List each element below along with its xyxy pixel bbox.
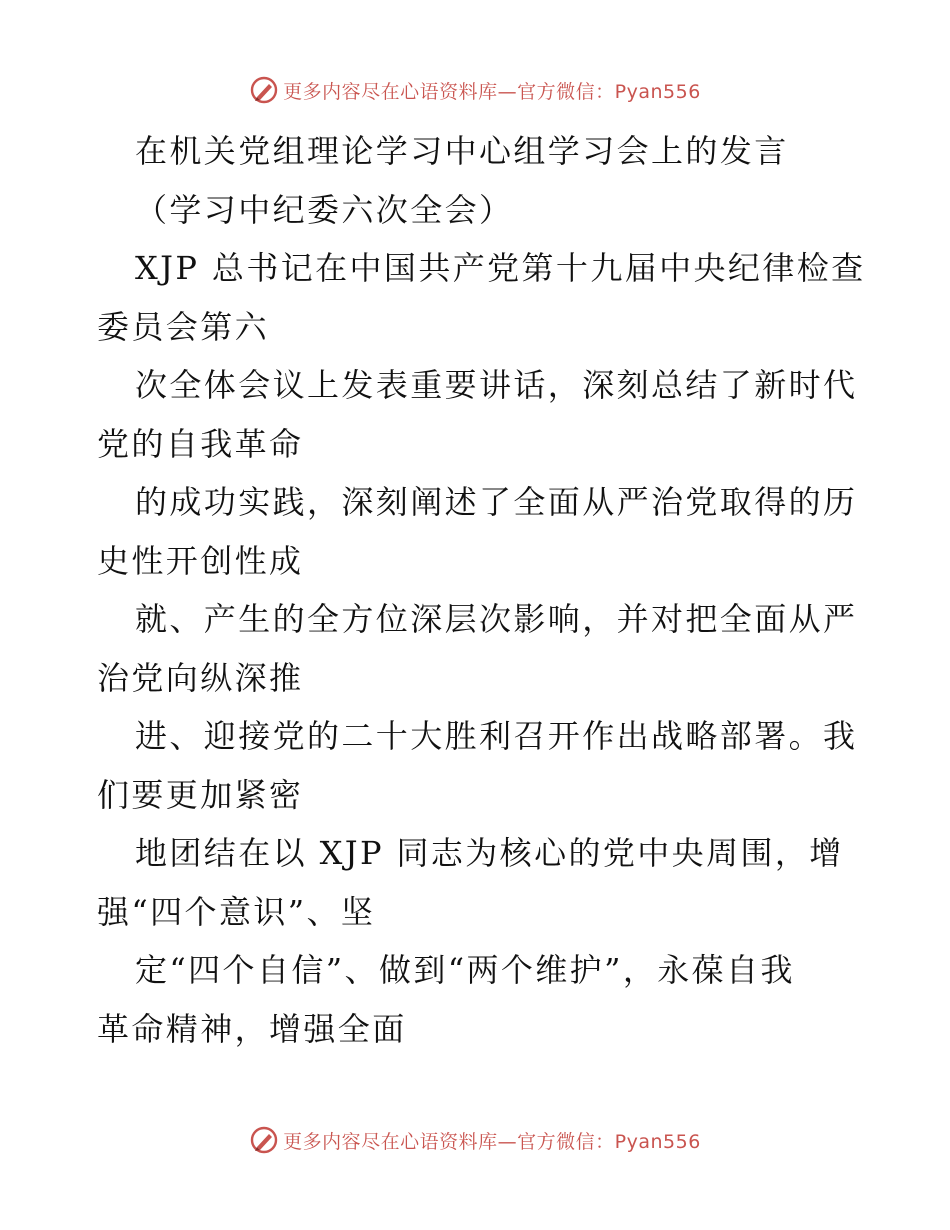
- paragraph-line: 强“四个意识”、坚: [97, 892, 376, 931]
- paragraph-line: 治党向纵深推: [97, 658, 304, 697]
- header-watermark: [0, 70, 950, 110]
- paragraph-line: 进、迎接党的二十大胜利召开作出战略部署。我: [135, 717, 858, 755]
- pen-logo-icon: [249, 1125, 279, 1155]
- paragraph-line: 地团结在以 XJP 同志为核心的党中央周围，增: [135, 834, 844, 872]
- document-title: 在机关党组理论学习中心组学习会上的发言: [135, 132, 789, 170]
- footer-watermark: [0, 1120, 950, 1160]
- pen-logo-icon: [249, 75, 279, 105]
- document-subtitle: （学习中纪委六次全会）: [135, 190, 514, 229]
- paragraph-line: XJP 总书记在中国共产党第十九届中央纪律检查: [135, 249, 866, 287]
- watermark-text: 更多内容尽在心语资料库—官方微信：Pyan556: [283, 80, 701, 103]
- paragraph-line: 定“四个自信”、做到“两个维护”，永葆自我: [135, 951, 795, 989]
- paragraph-line: 就、产生的全方位深层次影响，并对把全面从严: [135, 600, 858, 638]
- paragraph-line: 的成功实践，深刻阐述了全面从严治党取得的历: [135, 483, 858, 521]
- paragraph-line: 们要更加紧密: [97, 775, 304, 814]
- paragraph-line: 史性开创性成: [97, 541, 304, 580]
- watermark-text: 更多内容尽在心语资料库—官方微信：Pyan556: [283, 1130, 701, 1153]
- paragraph-line: 委员会第六: [97, 307, 270, 346]
- paragraph-line: 次全体会议上发表重要讲话，深刻总结了新时代: [135, 366, 858, 404]
- document-body: [97, 122, 866, 1058]
- paragraph-line: 革命精神，增强全面: [97, 1009, 407, 1048]
- paragraph-line: 党的自我革命: [97, 424, 304, 463]
